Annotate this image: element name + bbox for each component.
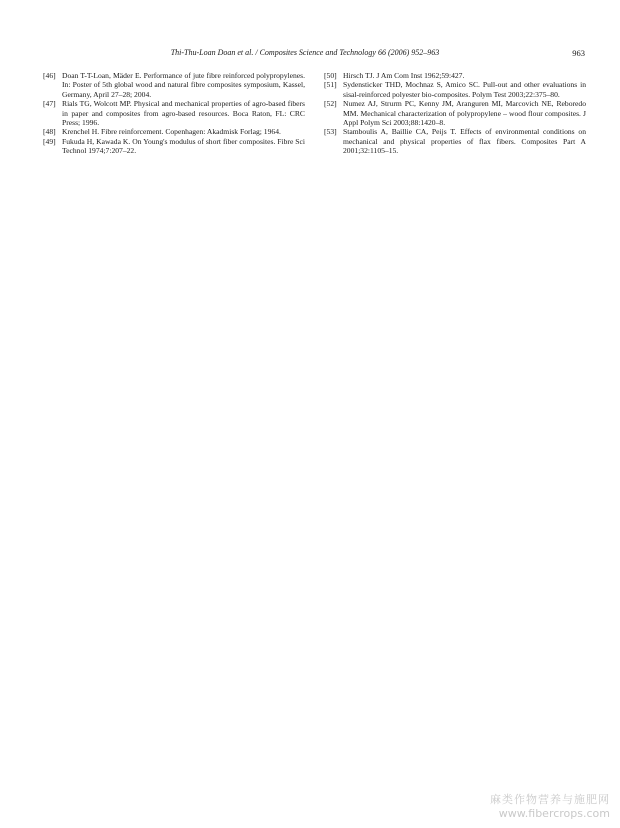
- reference-number: [51]: [324, 80, 337, 90]
- reference-number: [53]: [324, 127, 337, 137]
- reference-number: [46]: [43, 71, 56, 80]
- reference-item: [324, 99, 586, 127]
- reference-number: [52]: [324, 99, 337, 109]
- reference-number: [48]: [43, 127, 56, 137]
- journal-citation: Thi-Thu-Loan Doan et al. / Composites Science and Technology 66 (2006) 952–963: [170, 48, 440, 57]
- reference-number: [49]: [43, 136, 56, 146]
- reference-text: Krenchel H. Fibre reinforcement. Copenhagen: Akadmisk Forlag; 1964.: [62, 127, 281, 137]
- reference-number: [47]: [43, 99, 56, 109]
- reference-item: [324, 71, 586, 80]
- watermark-url: www.fibercrops.com: [498, 807, 610, 820]
- reference-text: Sydensticker THD, Mochnaz S, Amico SC. Pull-out and other evaluations in sisal-reinforced polyester bio-composites. Polym Test 2003;22:375–80.: [343, 80, 586, 99]
- reference-number: [50]: [324, 71, 337, 80]
- reference-item: [43, 127, 305, 136]
- site-watermark: [490, 793, 610, 820]
- reference-text: Doan T-T-Loan, Mäder E. Performance of jute fibre reinforced polypropylenes. In: Poster of 5th global wood and natural fibre composites symposium, Kassel, Germany, April 27–28; 2004.: [62, 71, 305, 99]
- reference-item: [43, 137, 305, 156]
- references-left-column: [43, 71, 305, 156]
- watermark-chinese-text: 麻类作物营养与施肥网: [490, 793, 610, 806]
- reference-text: Fukuda H, Kawada K. On Young's modulus of short fiber composites. Fibre Sci Technol 1974;7:207–22.: [62, 136, 305, 156]
- page-number: 963: [572, 48, 585, 58]
- reference-item: [324, 127, 586, 155]
- reference-text: Hirsch TJ. J Am Com Inst 1962;59:427.: [343, 71, 465, 80]
- reference-text: Rials TG, Wolcott MP. Physical and mechanical properties of agro-based fibers in paper and composites from agro-based resources. Boca Raton, FL: CRC Press; 1996.: [62, 99, 305, 128]
- reference-text: Stamboulis A, Baillie CA, Peijs T. Effects of environmental conditions on mechanical and physical properties of flax fibers. Composites Part A 2001;32:1105–15.: [343, 127, 586, 156]
- reference-item: [43, 71, 305, 99]
- running-head: [0, 47, 620, 61]
- reference-item: [324, 80, 586, 99]
- reference-item: [43, 99, 305, 127]
- reference-text: Numez AJ, Strurm PC, Kenny JM, Aranguren MI, Marcovich NE, Reboredo MM. Mechanical characterization of polypropylene – wood flour composites. J Appl Polym Sci 2003;88:1420–8.: [343, 99, 586, 128]
- references-right-column: [324, 71, 586, 156]
